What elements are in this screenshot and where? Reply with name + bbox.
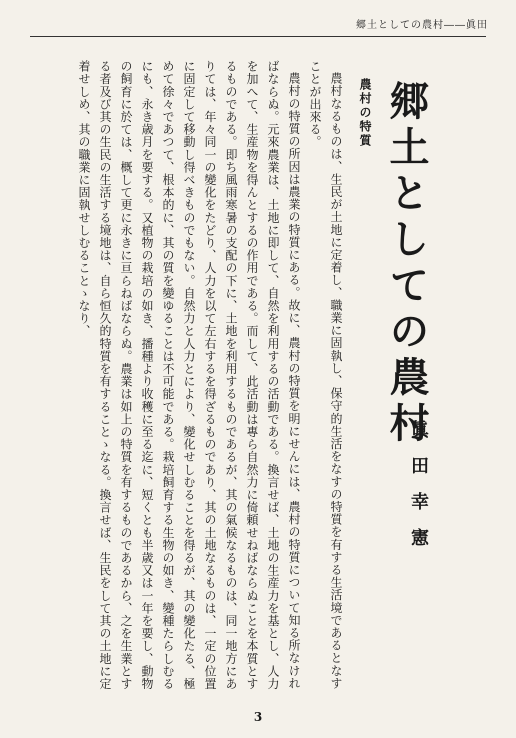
running-head: 郷土としての農村――眞田 bbox=[356, 20, 488, 31]
header-rule bbox=[30, 36, 486, 37]
paragraph: 農村なるものは、生民が土地に定着し、職業に固執し、保守的生活をなすの特質を有する生活境であるとなすことが出來る。 bbox=[308, 60, 343, 690]
section-heading: 農村の特質 bbox=[358, 78, 372, 148]
author-name: 眞田幸憲 bbox=[408, 420, 429, 564]
article-title: 郷土としての農村 bbox=[383, 80, 430, 448]
body-text bbox=[36, 60, 346, 700]
page-number: 3 bbox=[253, 710, 263, 724]
paragraph: 農村の特質の所因は農業の特質にある。故に、農村の特質を明にせんには、農村の特質について知る所なければならぬ。元來農業は、土地に即して、自然を利用するの活動である。換言せば、土地の生産力を基とし、人力を加へて、生産物を得んとするの作用である。而して、此活動は專ら自然力に倚頼せねばならぬことを本質とするものである。即ち風雨寒暑の支配の下に、土地を利用するものであるが、其の氣候なるものは、同一地方にありては、年々同一の變化をたどり、人力を以て左右するを得ざるものであり、其の土地なるものは、一定の位置に固定して移動し得べきものでもない。自然力と人力とにより、變化せしむることを得るが、其の變化たる、極めて徐々であつて、根本的に、其の質を變ゆることは不可能である。栽培飼育する生物の如き、變種たらしむるにも、永き歳月を要する。又植物の栽培の如き、播種より收穫に至る迄に、短くとも半歳又は一年を要し、動物の飼育に於ては、概して更に永きに亘らねばならぬ。農業は如上の特質を有するものであるから、之を生業とする者及び其の生民の生活する境地は、自ら恒久的特質を有することゝなる。換言せば、生民をして其の土地に定着せしめ、其の職業に固執せしむることゝなり、 bbox=[77, 60, 301, 690]
